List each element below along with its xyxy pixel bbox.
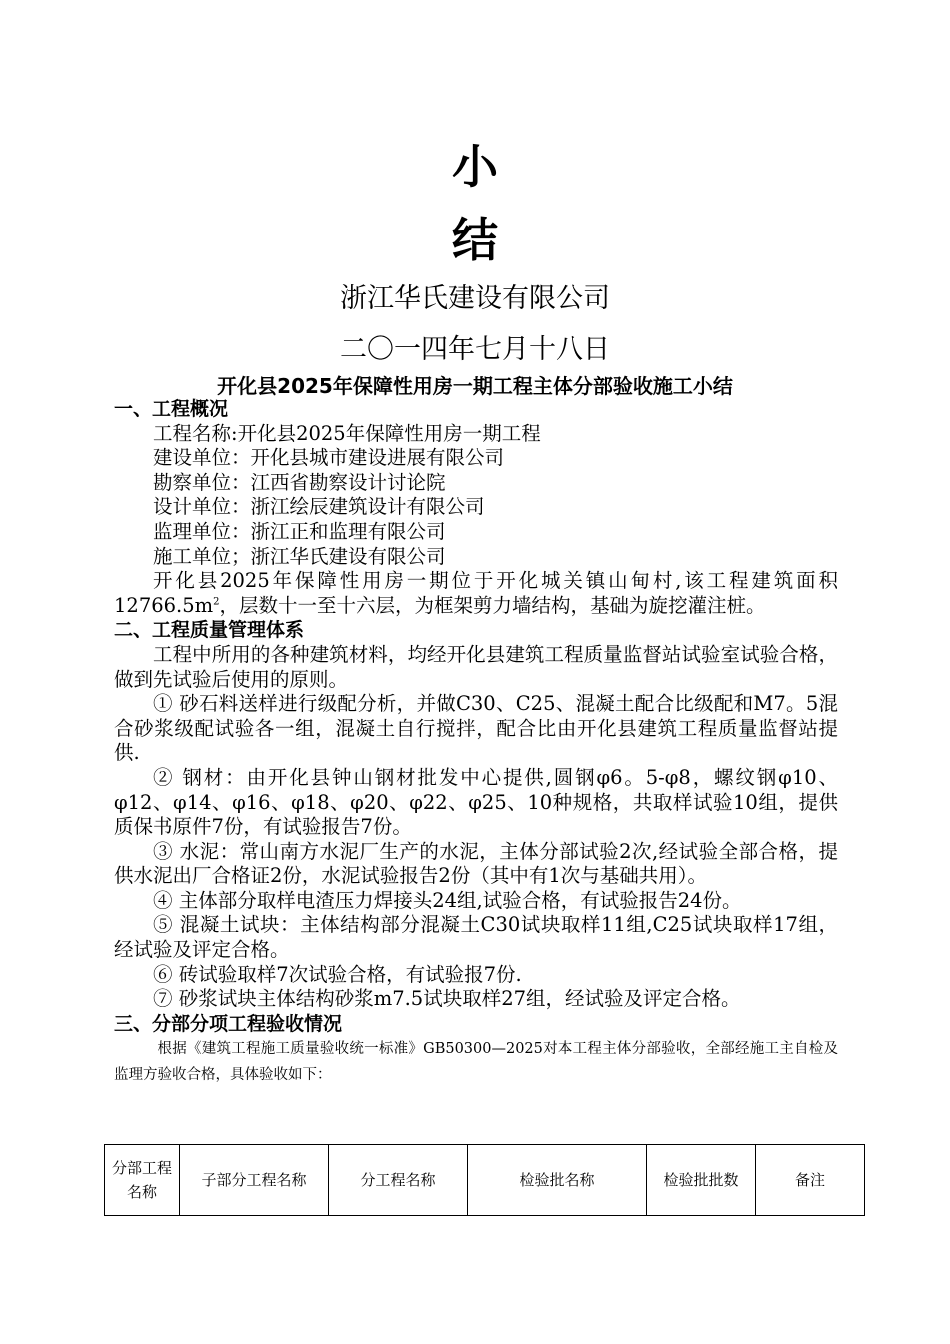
info-owner: 建设单位：开化县城市建设进展有限公司 <box>153 446 505 470</box>
table-header-cell: 检验批批数 <box>647 1145 756 1216</box>
section-heading-quality: 二、工程质量管理体系 <box>114 619 305 642</box>
area-unit-superscript: 2 <box>213 596 220 608</box>
section-heading-acceptance: 三、分部分项工程验收情况 <box>114 1012 343 1035</box>
info-survey: 勘察单位：江西省勘察设计讨论院 <box>153 470 446 494</box>
table-header-cell: 子部分工程名称 <box>180 1145 329 1216</box>
table-header-row <box>105 1145 865 1216</box>
quality-item-brick: ⑥ 砖试验取样7次试验合格，有试验报7份. <box>153 962 522 986</box>
table-header-cell: 检验批名称 <box>468 1145 647 1216</box>
quality-item-mortar: ⑦ 砂浆试块主体结构砂浆m7.5试块取样27组，经试验及评定合格。 <box>153 987 741 1011</box>
cover-date: 二〇一四年七月十八日 <box>340 334 610 365</box>
section-heading-overview: 一、工程概况 <box>114 398 229 420</box>
cover-company: 浙江华氏建设有限公司 <box>340 283 610 314</box>
table-header-cell: 备注 <box>756 1145 865 1216</box>
info-supervision: 监理单位：浙江正和监理有限公司 <box>153 519 446 543</box>
quality-paragraph: 工程中所用的各种建筑材料，均经开化县建筑工程质量监督站试验室试验合格，做到先试验后使用的原则。 <box>114 642 838 691</box>
cover-title-char-1: 小 <box>452 140 498 194</box>
info-project-name: 工程名称:开化县2025年保障性用房一期工程 <box>153 421 541 445</box>
project-description <box>114 569 838 618</box>
project-description-part1: 开化县2025年保障性用房一期位于开化城关镇山甸村,该工程建筑面积12766.5m <box>114 569 838 617</box>
cover-title-char-2: 结 <box>452 213 498 267</box>
info-design: 设计单位：浙江绘辰建筑设计有限公司 <box>153 495 485 519</box>
document-title: 开化县2025年保障性用房一期工程主体分部验收施工小结 <box>217 374 733 398</box>
acceptance-intro: 根据《建筑工程施工质量验收统一标准》GB50300—2025对本工程主体分部验收，全部经施工主自检及监理方验收合格，具体验收如下： <box>114 1041 838 1084</box>
quality-item-cement: ③ 水泥：常山南方水泥厂生产的水泥，主体分部试验2次,经试验全部合格，提供水泥出厂合格证2份，水泥试验报告2份（其中有1次与基础共用）。 <box>114 839 838 888</box>
quality-item-steel: ② 钢材：由开化县钟山钢材批发中心提供,圆钢φ6。5-φ8，螺纹钢φ10、φ12、φ14、φ16、φ18、φ20、φ22、φ25、10种规格，共取样试验10组，提供质保书原件7份，有试验报告7份。 <box>114 765 838 839</box>
document-body <box>114 397 838 1088</box>
project-description-part2: ，层数十一至十六层，为框架剪力墙结构，基础为旋挖灌注桩。 <box>219 593 766 617</box>
quality-item-aggregate: ① 砂石料送样进行级配分析，并做C30、C25、混凝土配合比级配和M7。5混合砂浆级配试验各一组，混凝土自行搅拌，配合比由开化县建筑工程质量监督站提供. <box>114 692 838 765</box>
table-header-cell: 分工程名称 <box>329 1145 468 1216</box>
table-header-cell: 分部工程名称 <box>105 1145 180 1216</box>
quality-item-welding: ④ 主体部分取样电渣压力焊接头24组,试验合格，有试验报告24份。 <box>153 888 742 912</box>
info-contractor: 施工单位；浙江华氏建设有限公司 <box>153 544 446 568</box>
quality-item-concrete: ⑤ 混凝土试块：主体结构部分混凝土C30试块取样11组,C25试块取样17组，经试验及评定合格。 <box>114 913 838 962</box>
acceptance-table <box>104 1144 865 1216</box>
